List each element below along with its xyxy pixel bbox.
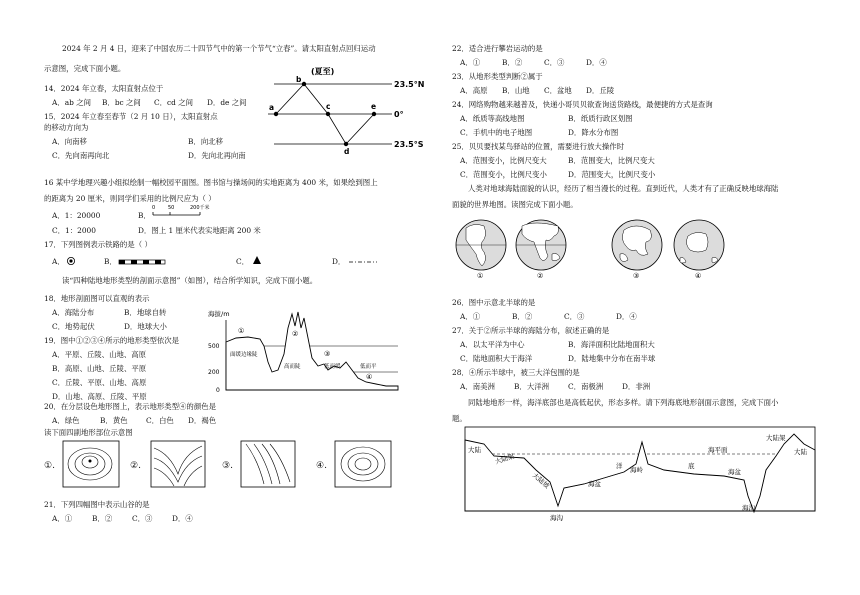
q20-option-b[interactable]: B．黄色 — [100, 416, 128, 425]
railway-icon — [118, 258, 168, 266]
contour-map-4 — [334, 440, 392, 488]
q18-option-b[interactable]: B．地球自转 — [124, 308, 167, 317]
intro-contour: 读下面四副地形部位示意图 — [44, 428, 133, 437]
intro-sun-p2: 示意图，完成下面小题。 — [44, 64, 126, 73]
q26-option-b[interactable]: B．② — [512, 312, 533, 321]
q21-option-a[interactable]: A．① — [52, 514, 73, 523]
contour-map-3 — [240, 440, 296, 488]
q18-option-c[interactable]: C．地势起伏 — [52, 322, 95, 331]
svg-text:③: ③ — [324, 350, 331, 358]
lat-south-label: 23.5°S — [394, 140, 424, 149]
svg-text:低而缓: 低而缓 — [324, 364, 341, 370]
mountain-peak-icon — [252, 255, 262, 265]
globe-label-4: ④ — [695, 272, 702, 280]
q21-stem: 21．下列四幅图中表示山谷的是 — [44, 500, 150, 509]
svg-text:海盆: 海盆 — [728, 468, 741, 476]
svg-text:200: 200 — [208, 369, 220, 376]
point-c: c — [326, 102, 331, 111]
q27-option-d[interactable]: D．陆地集中分布在南半球 — [568, 354, 656, 363]
svg-text:①: ① — [238, 327, 245, 335]
svg-text:大陆架: 大陆架 — [494, 452, 516, 466]
intro-globe-p2: 面貌的世界地图。读图完成下面小题。 — [452, 200, 578, 209]
boundary-icon — [348, 258, 378, 266]
contour-label-3: ③. — [222, 461, 233, 471]
q15-stem-1: 15．2024 年立春至春节（2 月 10 日），太阳直射点 — [44, 112, 218, 121]
lat-north-label: 23.5°N — [394, 80, 425, 89]
q16-option-c[interactable]: C．1：2000 — [52, 226, 96, 235]
q14-option-c[interactable]: C．cd 之间 — [154, 98, 194, 107]
contour-map-2 — [150, 440, 206, 488]
q23-stem: 23．从地形类型判断②属于 — [452, 72, 543, 81]
globe-2 — [514, 218, 568, 280]
capital-city-icon — [66, 256, 76, 266]
q15-stem-2: 的移动方向为 — [44, 123, 89, 132]
intro-terrain: 读“四种陆地地形类型的剖面示意图”（如图），结合所学知识，完成下面小题。 — [62, 276, 318, 285]
point-a: a — [269, 103, 275, 112]
q15-option-c[interactable]: C．先向南再向北 — [52, 151, 110, 160]
svg-text:面缓边缘陡: 面缓边缘陡 — [230, 352, 258, 358]
profile-ylabel: 海拔/m — [208, 310, 230, 318]
q26-option-a[interactable]: A．① — [460, 312, 481, 321]
q15-option-a[interactable]: A．向南移 — [52, 137, 87, 146]
q14-option-d[interactable]: D．de 之间 — [207, 98, 247, 107]
q27-option-a[interactable]: A．以太平洋为中心 — [460, 340, 525, 349]
seafloor-profile-diagram — [464, 426, 816, 522]
q27-option-b[interactable]: B．海洋面积比陆地面积大 — [568, 340, 655, 349]
q19-option-b[interactable]: B．高原、山地、丘陵、平原 — [52, 364, 147, 373]
q17-option-b[interactable]: B． — [104, 257, 117, 266]
svg-text:海盆: 海盆 — [588, 480, 601, 488]
q22-stem: 22．适合进行攀岩运动的是 — [452, 44, 543, 53]
svg-text:低而平: 低而平 — [360, 364, 377, 370]
q20-option-d[interactable]: D．褐色 — [188, 416, 217, 425]
q14-option-b[interactable]: B．bc 之间 — [102, 98, 141, 107]
q18-option-d[interactable]: D．地球大小 — [124, 322, 167, 331]
q21-option-d[interactable]: D．④ — [172, 514, 193, 523]
q21-option-b[interactable]: B．② — [92, 514, 113, 523]
q19-option-c[interactable]: C．丘陵、平原、山地、高原 — [52, 378, 147, 387]
q14-option-a[interactable]: A．ab 之间 — [52, 98, 91, 107]
equator-label: 0° — [394, 110, 404, 119]
intro-seafloor-p2: 题。 — [452, 414, 467, 423]
q17-option-c[interactable]: C． — [236, 257, 250, 266]
point-e: e — [371, 102, 377, 111]
q23-option-b[interactable]: B．山地 — [502, 86, 530, 95]
contour-label-4: ④. — [316, 461, 327, 471]
globe-label-1: ① — [477, 272, 484, 280]
q16-option-d[interactable]: D．图上 1 厘米代表实地距离 200 米 — [138, 226, 261, 235]
q22-option-d[interactable]: D．④ — [586, 58, 607, 67]
intro-seafloor-p1: 同陆地地形一样，海洋底部也是高低起伏，形态多样。请下列海底地形剖面示意图，完成下面小 — [468, 398, 779, 407]
q25-option-b[interactable]: B．范围变大，比例尺变大 — [568, 156, 655, 165]
point-b: b — [296, 75, 302, 84]
q16-stem-2: 的距离为 20 厘米，则同学们采用的比例尺应为（ ） — [44, 194, 216, 203]
q24-option-d[interactable]: D．降水分布图 — [568, 128, 619, 137]
svg-text:洋: 洋 — [616, 462, 623, 470]
q16-stem-1: 16 某中学地理兴趣小组拟绘制一幅校园平面图。图书馆与操场间的实地距离为 400 米，如果绘到图上 — [44, 178, 378, 187]
intro-globe-p1: 人类对地球海陆面貌的认识，经历了相当漫长的过程。直到近代，人类才有了正确反映地球海陆 — [468, 184, 779, 193]
q19-stem: 19．图中①②③④所示的地形类型依次是 — [44, 336, 180, 345]
svg-text:200千米: 200千米 — [190, 205, 210, 211]
svg-text:0: 0 — [216, 387, 220, 394]
q18-stem: 18．地形剖面图可以直观的表示 — [44, 294, 150, 303]
q15-option-d[interactable]: D．先向北再向南 — [188, 151, 246, 160]
q15-option-b[interactable]: B．向北移 — [188, 137, 223, 146]
q14-stem: 14．2024 年立春，太阳直射点位于 — [44, 84, 164, 93]
q23-option-a[interactable]: A．高原 — [460, 86, 488, 95]
q24-option-c[interactable]: C．手机中的电子地图 — [460, 128, 533, 137]
svg-text:大陆坡: 大陆坡 — [530, 471, 551, 491]
q20-option-a[interactable]: A．绿色 — [52, 416, 80, 425]
q28-stem: 28．④所示半球中，被三大洋包围的是 — [452, 368, 580, 377]
sun-direct-point-diagram — [262, 62, 432, 156]
globe-label-3: ③ — [633, 272, 640, 280]
q28-option-c[interactable]: C．南极洲 — [568, 382, 604, 391]
svg-text:大陆: 大陆 — [794, 448, 807, 456]
q20-option-c[interactable]: C．白色 — [146, 416, 174, 425]
contour-label-2: ②. — [130, 461, 141, 471]
q24-option-a[interactable]: A．纸质等高线地图 — [460, 114, 525, 123]
q25-option-c[interactable]: C．范围变小，比例尺变小 — [460, 170, 547, 179]
svg-text:海平面: 海平面 — [708, 446, 728, 454]
svg-text:大陆架: 大陆架 — [766, 434, 786, 442]
q22-option-b[interactable]: B．② — [502, 58, 523, 67]
q16-option-a[interactable]: A．1：20000 — [52, 211, 101, 220]
globe-1 — [454, 218, 508, 280]
svg-text:④: ④ — [366, 373, 373, 381]
summer-solstice-label: (夏至) — [311, 67, 335, 76]
svg-text:大陆: 大陆 — [468, 446, 481, 454]
globe-3 — [610, 218, 664, 280]
contour-map-1 — [62, 440, 120, 488]
q23-option-c[interactable]: C．盆地 — [544, 86, 572, 95]
q20-stem: 20．在分层设色地形图上，表示地形类型④的颜色是 — [44, 402, 217, 411]
q28-option-b[interactable]: B．大洋洲 — [514, 382, 549, 391]
svg-text:海沟: 海沟 — [742, 504, 755, 512]
q19-option-d[interactable]: D．山地、高原、丘陵、平原 — [52, 392, 147, 401]
q18-option-a[interactable]: A．海陆分布 — [52, 308, 95, 317]
scale-bar — [150, 203, 220, 219]
q26-option-c[interactable]: C．③ — [564, 312, 585, 321]
svg-text:底: 底 — [688, 462, 695, 470]
svg-text:②: ② — [292, 330, 299, 338]
q17-option-a[interactable]: A． — [52, 257, 65, 266]
q19-option-a[interactable]: A．平原、丘陵、山地、高原 — [52, 350, 147, 359]
q22-option-a[interactable]: A．① — [460, 58, 481, 67]
q16-option-b[interactable]: B． — [138, 211, 151, 220]
q27-stem: 27．关于②所示半球的海陆分布，叙述正确的是 — [452, 326, 610, 335]
q28-option-a[interactable]: A．南美洲 — [460, 382, 495, 391]
svg-text:海岭: 海岭 — [630, 466, 643, 474]
svg-text:500: 500 — [208, 343, 220, 350]
q17-option-d[interactable]: D． — [332, 257, 346, 266]
q27-option-c[interactable]: C．陆地面积大于海洋 — [460, 354, 533, 363]
q21-option-c[interactable]: C．③ — [132, 514, 153, 523]
svg-text:0: 0 — [152, 205, 156, 211]
q28-option-d[interactable]: D．非洲 — [622, 382, 651, 391]
q26-option-d[interactable]: D．④ — [616, 312, 637, 321]
q24-option-b[interactable]: B．纸质行政区划图 — [568, 114, 633, 123]
terrain-profile-diagram — [206, 306, 400, 396]
intro-sun-p1: 2024 年 2 月 4 日，迎来了中国农历二十四节气中的第一个节气“立春”。请太阳直射点回归运动 — [62, 44, 376, 53]
contour-label-1: ①. — [44, 461, 55, 471]
svg-text:高而陡: 高而陡 — [284, 364, 301, 370]
q24-stem: 24．网络购物越来越普及，快递小哥贝贝欲查询送货路线，最便捷的方式是查询 — [452, 100, 713, 109]
q26-stem: 26．图中示意北半球的是 — [452, 298, 536, 307]
q25-stem: 25．贝贝要找某鸟驿站的位置，需要进行放大操作时 — [452, 142, 625, 151]
globe-4 — [672, 218, 726, 280]
q22-option-c[interactable]: C．③ — [544, 58, 565, 67]
q25-option-a[interactable]: A．范围变小，比例尺变大 — [460, 156, 547, 165]
svg-text:50: 50 — [168, 205, 175, 211]
q17-stem: 17．下列图例表示铁路的是（ ） — [44, 240, 152, 249]
svg-text:海沟: 海沟 — [550, 514, 563, 522]
q23-option-d[interactable]: D．丘陵 — [586, 86, 615, 95]
q25-option-d[interactable]: D．范围变大，比例尺变小 — [568, 170, 656, 179]
globe-label-2: ② — [537, 272, 544, 280]
point-d: d — [344, 147, 350, 156]
